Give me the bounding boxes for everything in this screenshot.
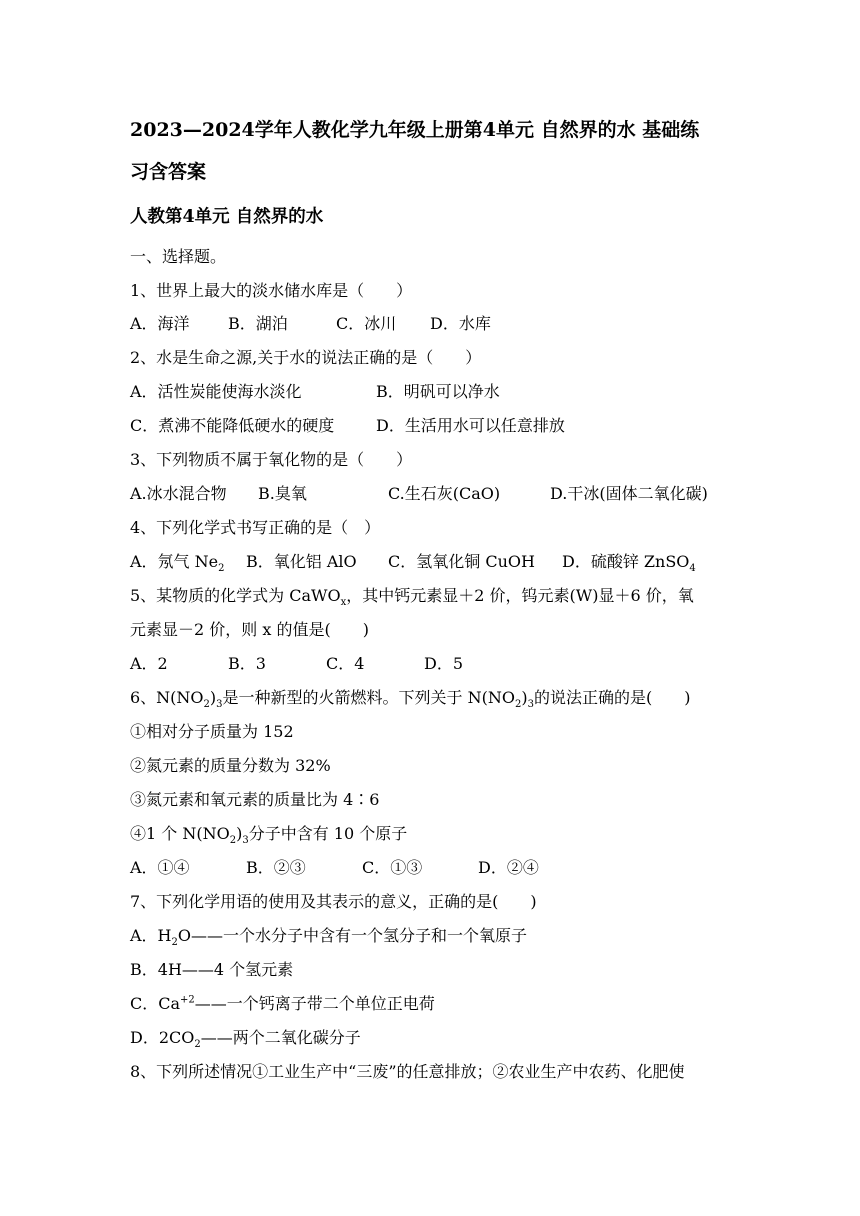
q1-options [130, 313, 730, 335]
q6-statement-2: ②氮元素的质量分数为 32% [130, 756, 331, 775]
q4-options [130, 551, 730, 573]
q3-option-c: C.生石灰(CaO) [388, 484, 501, 503]
q3-stem: 3、下列物质不属于氧化物的是（ ） [130, 450, 413, 469]
q1-option-c: C．冰川 [336, 314, 397, 333]
q3-options [130, 483, 730, 505]
q1-stem: 1、世界上最大的淡水储水库是（ ） [130, 281, 413, 300]
q2-option-b: B．明矾可以净水 [376, 382, 500, 401]
q5-stem-line2: 元素显－2 价，则 x 的值是( ) [130, 620, 369, 639]
q6-option-a: A．①④ [130, 858, 190, 877]
q7-stem: 7、下列化学用语的使用及其表示的意义，正确的是( ) [130, 892, 537, 911]
q5-stem-line1: 5、某物质的化学式为 CaWO$_x$，其中钙元素显＋2 价，钨元素(W)显＋6 价，氧 [130, 586, 694, 609]
q7-option-a: A．$H_2O——$一个水分子中含有一个氢分子和一个氧原子 [130, 926, 528, 949]
q6-option-d: D．②④ [478, 858, 539, 877]
q3-option-b: B.臭氧 [258, 484, 307, 503]
q2-option-d: D．生活用水可以任意排放 [376, 416, 565, 435]
q4-stem: 4、下列化学式书写正确的是（ ） [130, 518, 381, 537]
q4-option-c: C．氢氧化铜 CuOH [388, 552, 535, 571]
q4-option-b: B．氧化铝 AlO [246, 552, 357, 571]
q5-option-a: A．2 [130, 654, 168, 673]
q5-option-b: B．3 [228, 654, 266, 673]
q2-option-a: A．活性炭能使海水淡化 [130, 382, 302, 401]
q5-options [130, 653, 730, 675]
q4-option-d: D．硫酸锌 ZnSO$_4$ [562, 552, 696, 575]
q4-option-a: A．氖气 $Ne_2$ [130, 552, 225, 575]
q3-option-a: A.冰水混合物 [130, 484, 227, 503]
q6-statement-1: ①相对分子质量为 152 [130, 722, 294, 741]
q6-statement-4: ④1 个 $N(NO_2)_3$分子中含有 10 个原子 [130, 824, 408, 847]
section-heading: 一、选择题。 [130, 247, 227, 266]
q7-option-c: C．$Ca^{+2}——$一个钙离子带二个单位正电荷 [130, 994, 435, 1013]
q2-option-c: C．煮沸不能降低硬水的硬度 [130, 416, 335, 435]
q7-option-b: B．4H——4 个氢元素 [130, 960, 294, 979]
doc-title-line2: 习含答案 [130, 161, 207, 183]
q6-stem: 6、$N(NO_2)_3$是一种新型的火箭燃料。下列关于 $N(NO_2)_3$的说法正确的是( ) [130, 688, 691, 711]
q2-stem: 2、水是生命之源,关于水的说法正确的是（ ） [130, 348, 482, 367]
q3-option-d: D.干冰(固体二氧化碳) [550, 484, 708, 503]
q5-option-d: D．5 [424, 654, 464, 673]
q1-option-b: B．湖泊 [228, 314, 288, 333]
doc-title-line1: 2023—2024学年人教化学九年级上册第4单元 自然界的水 基础练 [130, 119, 700, 141]
q6-statement-3: ③氮元素和氧元素的质量比为 4∶6 [130, 790, 380, 809]
q5-option-c: C．4 [326, 654, 365, 673]
q2-options-row1 [130, 381, 730, 403]
q1-option-d: D．水库 [430, 314, 491, 333]
q2-options-row2 [130, 415, 730, 437]
q8-stem: 8、下列所述情况①工业生产中“三废”的任意排放；②农业生产中农药、化肥使 [130, 1062, 685, 1081]
q1-option-a: A．海洋 [130, 314, 190, 333]
doc-subtitle: 人教第4单元 自然界的水 [130, 207, 324, 227]
q7-option-d: D．$2CO_2——$两个二氧化碳分子 [130, 1028, 361, 1051]
q6-option-c: C．①③ [362, 858, 423, 877]
q6-options [130, 857, 730, 879]
q6-option-b: B．②③ [246, 858, 306, 877]
